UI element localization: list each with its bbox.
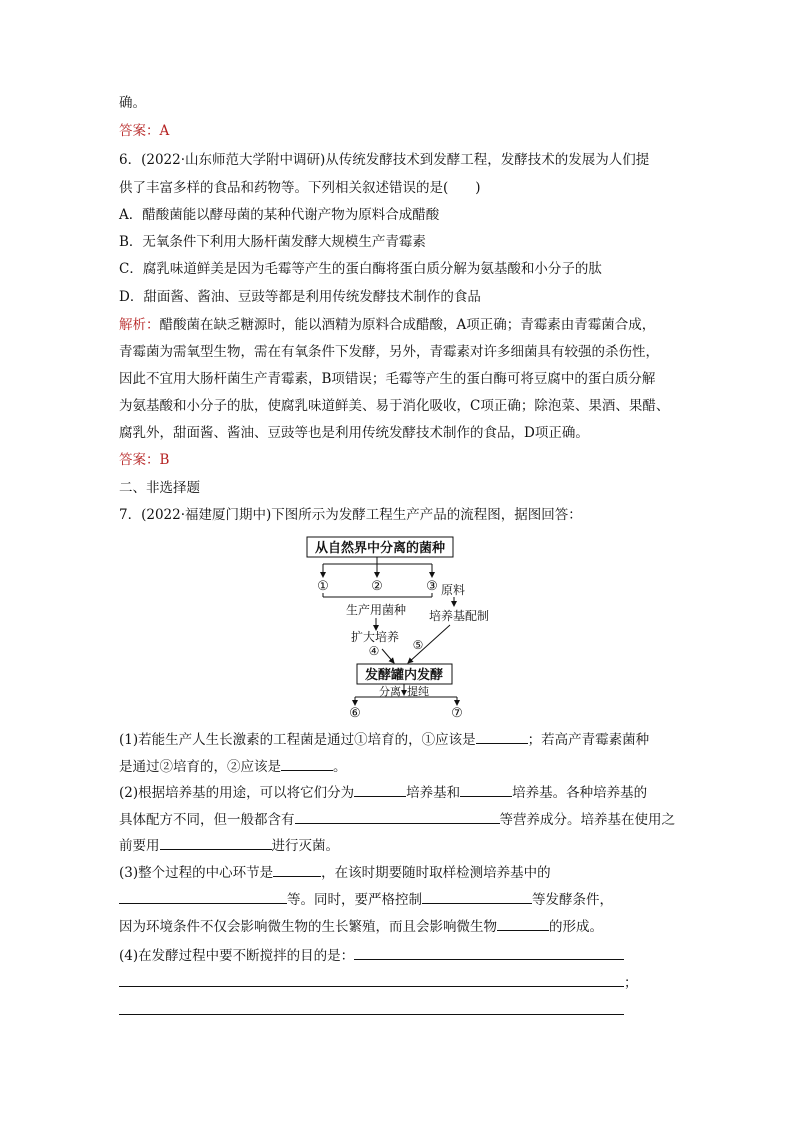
answer-blank[interactable]	[281, 757, 333, 771]
purification-label: 提纯	[407, 685, 429, 698]
question-6-stem: 6．(2022·山东师范大学附中调研)从传统发酵技术到发酵工程，发酵技术的发展为人们提	[119, 152, 650, 168]
step-4-marker: ④	[368, 644, 380, 658]
answer-blank[interactable]	[160, 836, 272, 850]
question-7-part-1: (1)若能生产人生长激素的工程菌是通过①培育的，①应该是 ；若高产青霉素菌种	[119, 732, 650, 748]
step-7-marker: ⑦	[451, 706, 463, 721]
step-1-marker: ①	[317, 579, 329, 594]
question-7-stem: 7．(2022·福建厦门期中)下图所示为发酵工程生产产品的流程图，据图回答：	[119, 507, 582, 523]
raw-material-label: 原料	[440, 583, 466, 597]
analysis-line	[119, 316, 655, 334]
text-line: 确。	[119, 95, 146, 111]
step-3-marker: ③	[426, 579, 438, 594]
question-7-part-2: (2)根据培养基的用途，可以将它们分为 培养基和 培养基。各种培养基的	[119, 785, 648, 801]
section-heading: 二、非选择题	[119, 480, 200, 496]
production-strain-label: 生产用菌种	[345, 603, 407, 617]
option-a: A．醋酸菌能以酵母菌的某种代谢产物为原料合成醋酸	[119, 207, 440, 223]
analysis-line: 因此不宜用大肠杆菌生产青霉素，B项错误；毛霉等产生的蛋白酶可将豆腐中的蛋白质分解	[119, 371, 656, 387]
answer-blank[interactable]	[119, 973, 624, 987]
question-7-part-1-cont: 是通过②培育的，②应该是 。	[119, 759, 347, 775]
flowchart-diagram	[300, 533, 500, 723]
question-7-part-4-cont: ；	[119, 973, 638, 992]
analysis-line: 腐乳外，甜面酱、酱油、豆豉等也是利用传统发酵技术制作的食品，D项正确。	[119, 425, 589, 441]
answer-blank[interactable]	[295, 810, 500, 824]
fermentation-tank-label: 发酵罐内发酵	[364, 668, 444, 683]
answer-blank[interactable]	[476, 730, 528, 744]
analysis-text: 醋酸菌在缺乏糖源时，能以酒精为原料合成醋酸，A项正确；青霉素由青霉菌合成，	[159, 317, 656, 333]
step-6-marker: ⑥	[349, 706, 361, 721]
option-b: B．无氧条件下利用大肠杆菌发酵大规模生产青霉素	[119, 234, 426, 250]
medium-preparation-label: 培养基配制	[428, 609, 490, 623]
question-7-part-2-cont: 具体配方不同，但一般都含有 等营养成分。培养基在使用之	[119, 812, 675, 828]
question-6-stem-cont: 供了丰富多样的食品和药物等。下列相关叙述错误的是( )	[119, 180, 481, 196]
option-d: D．甜面酱、酱油、豆豉等都是利用传统发酵技术制作的食品	[119, 289, 481, 305]
analysis-label: 解析：	[119, 317, 160, 333]
answer-line-rule[interactable]	[119, 1014, 624, 1015]
answer-blank[interactable]	[354, 783, 406, 797]
answer-blank[interactable]	[273, 863, 321, 877]
step-5-marker: ⑤	[412, 638, 424, 652]
analysis-line: 为氨基酸和小分子的肽，使腐乳味道鲜美、易于消化吸收，C项正确；除泡菜、果酒、果醋、	[119, 398, 670, 414]
question-7-part-4: (4)在发酵过程中要不断搅拌的目的是：	[119, 946, 624, 965]
answer-blank[interactable]	[422, 890, 532, 904]
answer-line: 答案：A	[119, 123, 170, 139]
answer-line: 答案：B	[119, 452, 170, 468]
question-7-part-3-cont: 等。同时，要严格控制 等发酵条件，	[119, 890, 613, 909]
step-2-marker: ②	[371, 579, 383, 594]
answer-blank[interactable]	[460, 783, 512, 797]
question-7-part-2-cont: 前要用 进行灭菌。	[119, 838, 339, 854]
option-c: C．腐乳味道鲜美是因为毛霉等产生的蛋白酶将蛋白质分解为氨基酸和小分子的肽	[119, 261, 602, 277]
analysis-line: 青霉菌为需氧型生物，需在有氧条件下发酵，另外，青霉素对许多细菌具有较强的杀伤性，	[119, 344, 659, 360]
expansion-culture-label: 扩大培养	[350, 630, 400, 644]
answer-blank[interactable]	[497, 917, 549, 931]
question-7-part-3-cont: 因为环境条件不仅会影响微生物的生长繁殖，而且会影响微生物 的形成。	[119, 919, 603, 935]
question-7-part-3: (3)整个过程的中心环节是 ，在该时期要随时取样检测培养基中的	[119, 865, 551, 881]
separation-label: 分离	[379, 685, 401, 698]
answer-blank[interactable]	[354, 946, 624, 960]
source-strain-label: 从自然界中分离的菌种	[314, 541, 446, 556]
answer-blank[interactable]	[119, 890, 287, 904]
